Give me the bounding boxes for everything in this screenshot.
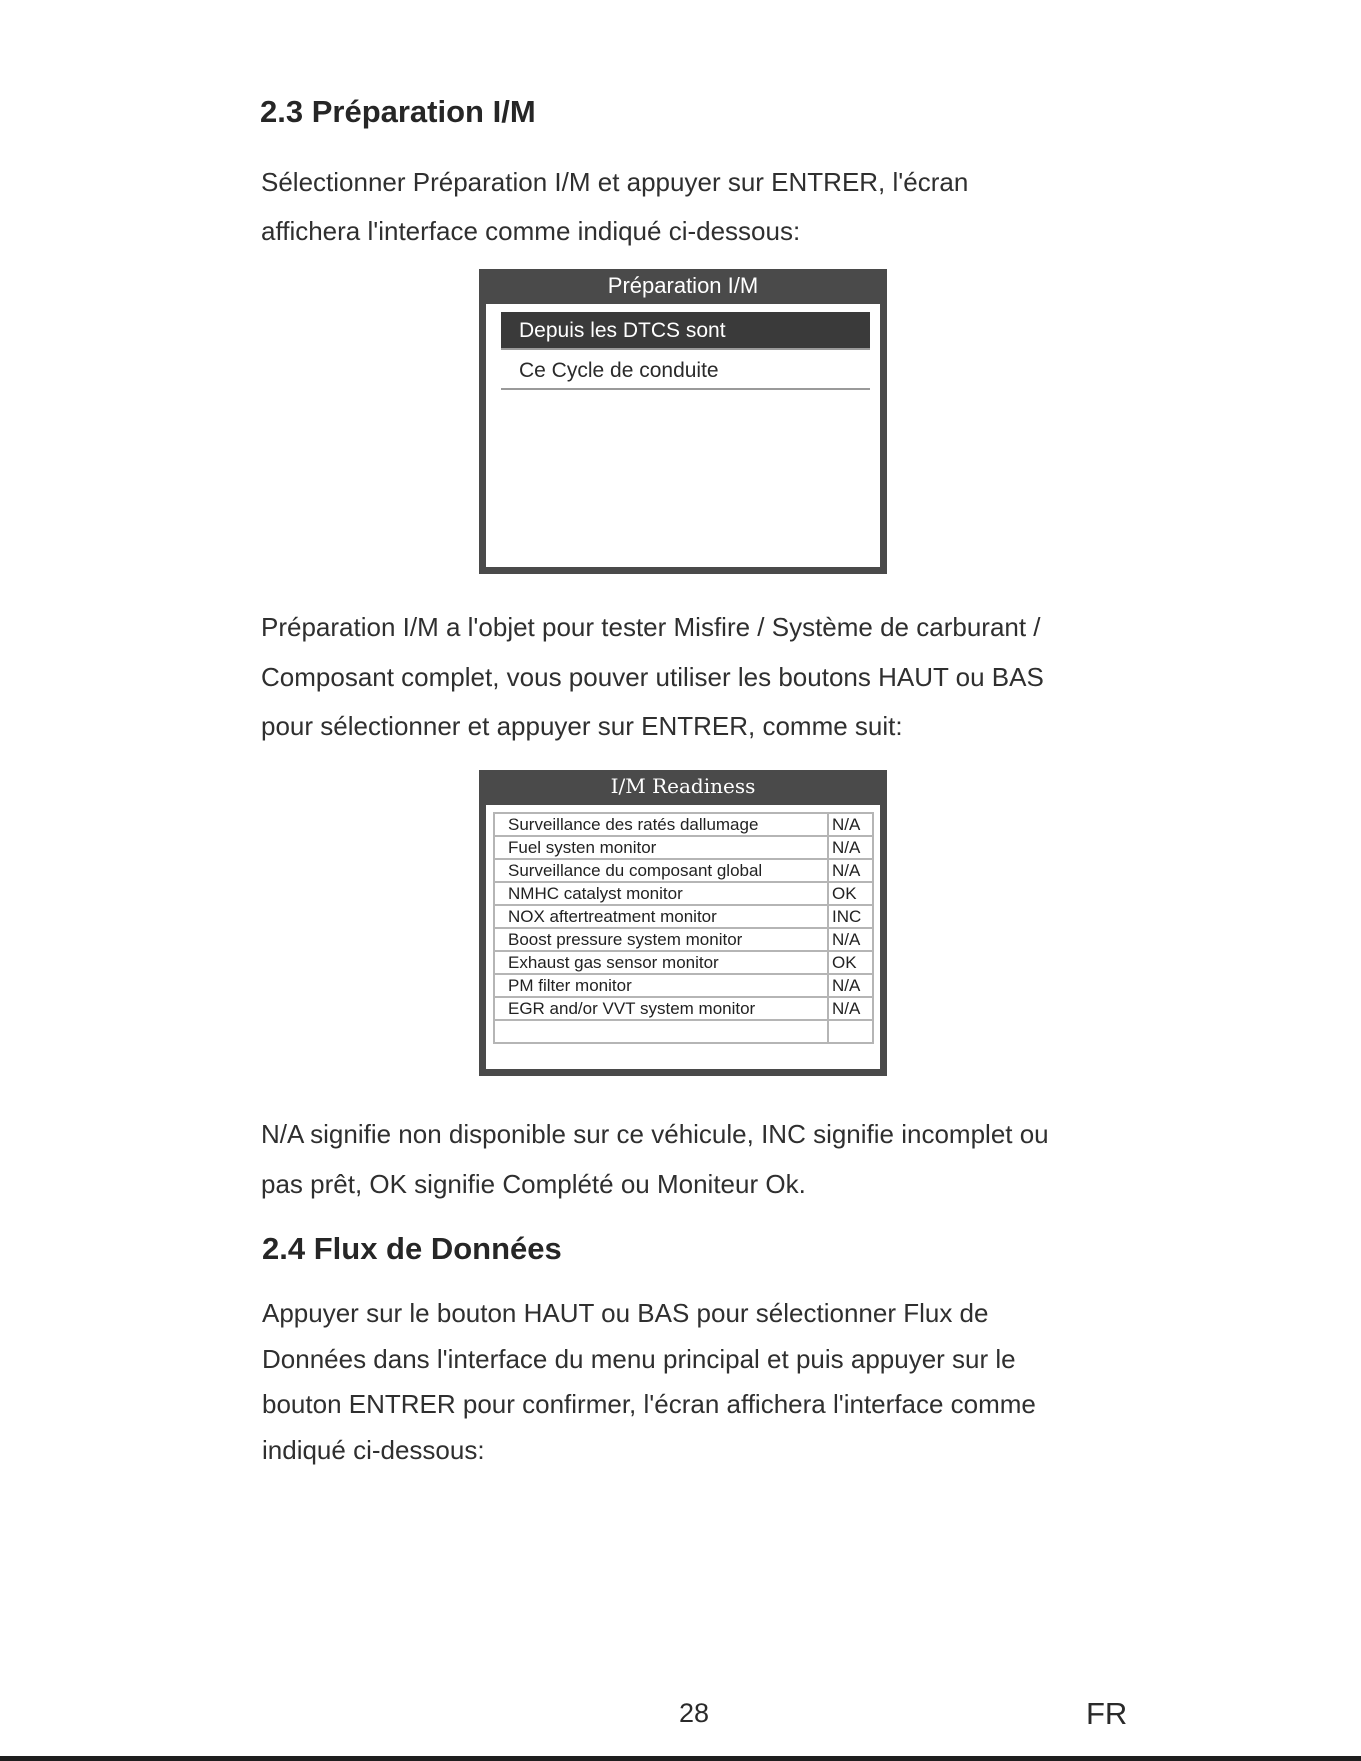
monitor-name: Fuel systen monitor — [494, 836, 828, 859]
legend-line-1: N/A signifie non disponible sur ce véhicule, INC signifie incomplet ou — [261, 1119, 1049, 1149]
table-row — [494, 997, 873, 1020]
monitor-status: N/A — [828, 928, 873, 951]
table-row — [494, 813, 873, 836]
monitor-status: OK — [828, 951, 873, 974]
table-row — [494, 882, 873, 905]
table-row — [494, 859, 873, 882]
monitor-name: EGR and/or VVT system monitor — [494, 997, 828, 1020]
data-stream-paragraph — [262, 1291, 1036, 1474]
language-code: FR — [1086, 1696, 1128, 1731]
section-heading-2-4: 2.4 Flux de Données — [262, 1231, 562, 1266]
section-heading-2-3: 2.3 Préparation I/M — [260, 94, 536, 129]
monitor-status: N/A — [828, 859, 873, 882]
im-preparation-screen — [479, 269, 887, 574]
middle-paragraph — [261, 603, 1044, 752]
table-row — [494, 836, 873, 859]
monitor-name: NOX aftertreatment monitor — [494, 905, 828, 928]
monitor-name: PM filter monitor — [494, 974, 828, 997]
monitor-status: OK — [828, 882, 873, 905]
monitor-status: N/A — [828, 974, 873, 997]
table-row — [494, 1020, 873, 1043]
monitor-name: NMHC catalyst monitor — [494, 882, 828, 905]
im-readiness-screen — [479, 770, 887, 1076]
table-row — [494, 928, 873, 951]
page-number: 28 — [679, 1698, 710, 1728]
monitor-status: N/A — [828, 997, 873, 1020]
middle-line-2: Composant complet, vous pouver utiliser les boutons HAUT ou BAS — [261, 661, 1044, 692]
middle-line-3: pour sélectionner et appuyer sur ENTRER, comme suit: — [261, 711, 903, 741]
monitor-status: N/A — [828, 813, 873, 836]
menu-item-this-drive-cycle[interactable]: Ce Cycle de conduite — [501, 352, 870, 390]
intro-paragraph — [261, 158, 968, 256]
readiness-table — [493, 812, 874, 1044]
readiness-table-panel — [486, 805, 880, 1069]
table-row — [494, 974, 873, 997]
data-stream-line-1: Appuyer sur le bouton HAUT ou BAS pour sélectionner Flux de — [262, 1298, 989, 1328]
menu-item-since-dtcs-cleared[interactable]: Depuis les DTCS sont — [501, 312, 870, 350]
monitor-name: Boost pressure system monitor — [494, 928, 828, 951]
bottom-border — [0, 1756, 1361, 1761]
monitor-name — [494, 1020, 828, 1043]
intro-line-1: Sélectionner Préparation I/M et appuyer sur ENTRER, l'écran — [261, 167, 969, 197]
data-stream-line-2: Données dans l'interface du menu principal et puis appuyer sur le — [262, 1343, 1016, 1374]
table-row — [494, 951, 873, 974]
monitor-status: INC — [828, 905, 873, 928]
legend-paragraph — [261, 1110, 1049, 1209]
screen-title: Préparation I/M — [607, 273, 759, 298]
intro-line-2: affichera l'interface comme indiqué ci-dessous: — [261, 216, 801, 246]
middle-line-1: Préparation I/M a l'objet pour tester Misfire / Système de carburant / — [261, 612, 1041, 642]
data-stream-line-3: bouton ENTRER pour confirmer, l'écran affichera l'interface comme — [262, 1389, 1036, 1420]
screen-menu-panel — [486, 304, 880, 567]
monitor-name: Surveillance du composant global — [494, 859, 828, 882]
monitor-status — [828, 1020, 873, 1043]
readiness-screen-title: I/M Readiness — [610, 774, 756, 798]
monitor-status: N/A — [828, 836, 873, 859]
monitor-name: Exhaust gas sensor monitor — [494, 951, 828, 974]
data-stream-line-4: indiqué ci-dessous: — [262, 1435, 485, 1466]
table-row — [494, 905, 873, 928]
legend-line-2: pas prêt, OK signifie Complété ou Moniteur Ok. — [261, 1168, 806, 1199]
monitor-name: Surveillance des ratés dallumage — [494, 813, 828, 836]
